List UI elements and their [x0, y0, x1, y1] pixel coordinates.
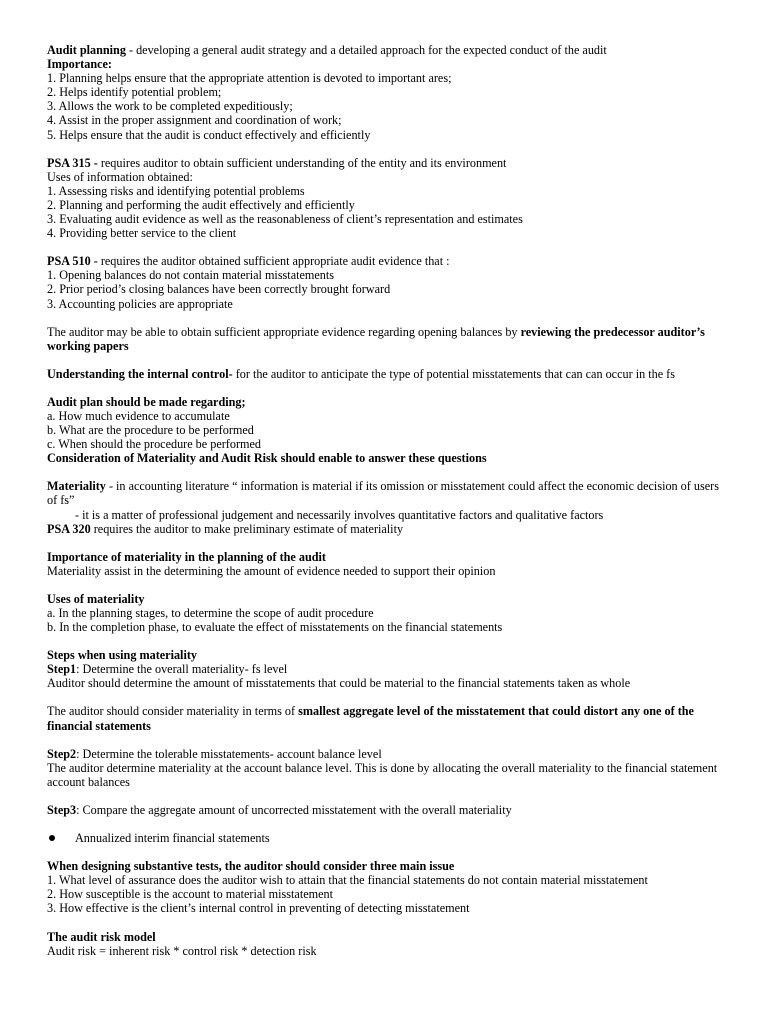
audit-plan-item: b. What are the procedure to be performed	[47, 423, 254, 438]
substantive-tests-item: 1. What level of assurance does the auditor wish to attain that the financial statements do not contain material misstatement	[47, 873, 648, 888]
steps-heading	[47, 648, 727, 662]
step2-text: : Determine the tolerable misstatements- account balance level	[76, 746, 382, 761]
psa315-uses-label: Uses of information obtained:	[47, 169, 193, 184]
importance-materiality-heading	[47, 550, 727, 564]
audit-risk-formula: Audit risk = inherent risk * control risk * detection risk	[47, 943, 317, 958]
psa315-definition	[47, 156, 727, 170]
materiality-def-text: - in accounting literature “ information is material if its omission or misstatement could affect the economic decision of users of fs”	[47, 479, 719, 508]
audit-risk-model-heading	[47, 930, 727, 944]
internal-control-paragraph	[47, 367, 727, 381]
aggregate-level-bold: smallest aggregate level of the misstatement that could distort any one of the financial statements	[47, 704, 694, 733]
substantive-tests-heading	[47, 859, 727, 873]
substantive-tests-title: When designing substantive tests, the auditor should consider three main issue	[47, 859, 455, 874]
materiality-judgement-note: - it is a matter of professional judgement and necessarily involves quantitative factors and qualitative factors	[75, 507, 604, 522]
aggregate-level-text: The auditor should consider materiality in terms of	[47, 704, 299, 719]
aggregate-level-paragraph	[47, 704, 727, 732]
step3-label: Step3	[47, 802, 77, 817]
psa320-heading: PSA 320	[47, 521, 91, 536]
materiality-heading: Materiality	[47, 479, 106, 494]
step2-description: The auditor determine materiality at the account balance level. This is done by allocating the overall materiality to the financial statement account balances	[47, 760, 718, 789]
importance-materiality-text: Materiality assist in the determining the amount of evidence needed to support their opinion	[47, 563, 496, 578]
psa510-item: 3. Accounting policies are appropriate	[47, 296, 233, 311]
opening-balances-bold: reviewing the predecessor auditor’s working papers	[47, 324, 705, 353]
importance-label: Importance:	[47, 57, 112, 72]
substantive-tests-item: 3. How effective is the client’s internal control in preventing of detecting misstatement	[47, 901, 470, 916]
psa510-def-text: requires the auditor obtained sufficient appropriate audit evidence that :	[97, 254, 450, 269]
bullet-item	[47, 831, 727, 845]
psa510-item: 1. Opening balances do not contain material misstatements	[47, 268, 335, 283]
importance-item: 5. Helps ensure that the audit is conduct effectively and efficiently	[47, 127, 371, 142]
importance-item: 3. Allows the work to be completed expeditiously;	[47, 99, 293, 114]
uses-materiality-item: b. In the completion phase, to evaluate the effect of misstatements on the financial statements	[47, 620, 503, 635]
importance-heading	[47, 57, 727, 71]
opening-balances-paragraph	[47, 325, 727, 353]
audit-plan-item: c. When should the procedure be performed	[47, 437, 261, 452]
step2-line	[47, 747, 727, 761]
psa510-item: 2. Prior period’s closing balances have been correctly brought forward	[47, 282, 391, 297]
importance-materiality-title: Importance of materiality in the planning of the audit	[47, 549, 326, 564]
opening-balances-text: The auditor may be able to obtain sufficient appropriate evidence regarding opening balances by	[47, 324, 521, 339]
step1-description: Auditor should determine the amount of misstatements that could be material to the financial statements taken as whole	[47, 676, 631, 691]
importance-item: 4. Assist in the proper assignment and coordination of work;	[47, 113, 342, 128]
step1-text: : Determine the overall materiality- fs level	[76, 662, 288, 677]
psa510-definition	[47, 254, 727, 268]
audit-plan-heading	[47, 395, 727, 409]
step3-text: : Compare the aggregate amount of uncorrected misstatement with the overall materiality	[76, 802, 512, 817]
internal-control-heading: Understanding the internal control-	[47, 366, 233, 381]
psa315-item: 1. Assessing risks and identifying potential problems	[47, 183, 305, 198]
materiality-definition	[47, 479, 727, 507]
psa315-def-text: requires auditor to obtain sufficient understanding of the entity and its environment	[97, 155, 507, 170]
bullet-text: Annualized interim financial statements	[75, 831, 270, 846]
steps-title: Steps when using materiality	[47, 648, 197, 663]
internal-control-text: for the auditor to anticipate the type of potential misstatements that can can occur in the fs	[232, 366, 675, 381]
step1-line	[47, 662, 727, 676]
step3-line	[47, 803, 727, 817]
psa315-item: 2. Planning and performing the audit effectively and efficiently	[47, 197, 355, 212]
audit-planning-def-text: - developing a general audit strategy and a detailed approach for the expected conduct of the audit	[125, 43, 607, 57]
importance-item: 2. Helps identify potential problem;	[47, 85, 222, 100]
psa320-paragraph	[47, 522, 727, 536]
step2-label: Step2	[47, 746, 77, 761]
materiality-risk-note-text: Consideration of Materiality and Audit Risk should enable to answer these questions	[47, 451, 487, 466]
psa510-heading: PSA 510 -	[47, 254, 98, 269]
audit-plan-title: Audit plan should be made regarding;	[47, 394, 246, 409]
document-page	[47, 43, 727, 958]
psa315-heading: PSA 315 -	[47, 155, 98, 170]
audit-risk-model-title: The audit risk model	[47, 929, 156, 944]
uses-materiality-title: Uses of materiality	[47, 591, 145, 606]
materiality-risk-note	[47, 451, 727, 465]
step1-label: Step1	[47, 662, 77, 677]
audit-plan-item: a. How much evidence to accumulate	[47, 408, 230, 423]
audit-planning-definition	[47, 43, 727, 57]
substantive-tests-item: 2. How susceptible is the account to material misstatement	[47, 887, 333, 902]
uses-materiality-heading	[47, 592, 727, 606]
audit-planning-heading: Audit planning	[47, 43, 126, 57]
psa315-item: 4. Providing better service to the client	[47, 226, 237, 241]
psa315-item: 3. Evaluating audit evidence as well as the reasonableness of client’s representation and estimates	[47, 212, 523, 227]
psa320-text: requires the auditor to make preliminary estimate of materiality	[90, 521, 404, 536]
bullet-icon	[49, 835, 55, 841]
importance-item: 1. Planning helps ensure that the appropriate attention is devoted to important ares;	[47, 71, 452, 86]
uses-materiality-item: a. In the planning stages, to determine the scope of audit procedure	[47, 606, 374, 620]
